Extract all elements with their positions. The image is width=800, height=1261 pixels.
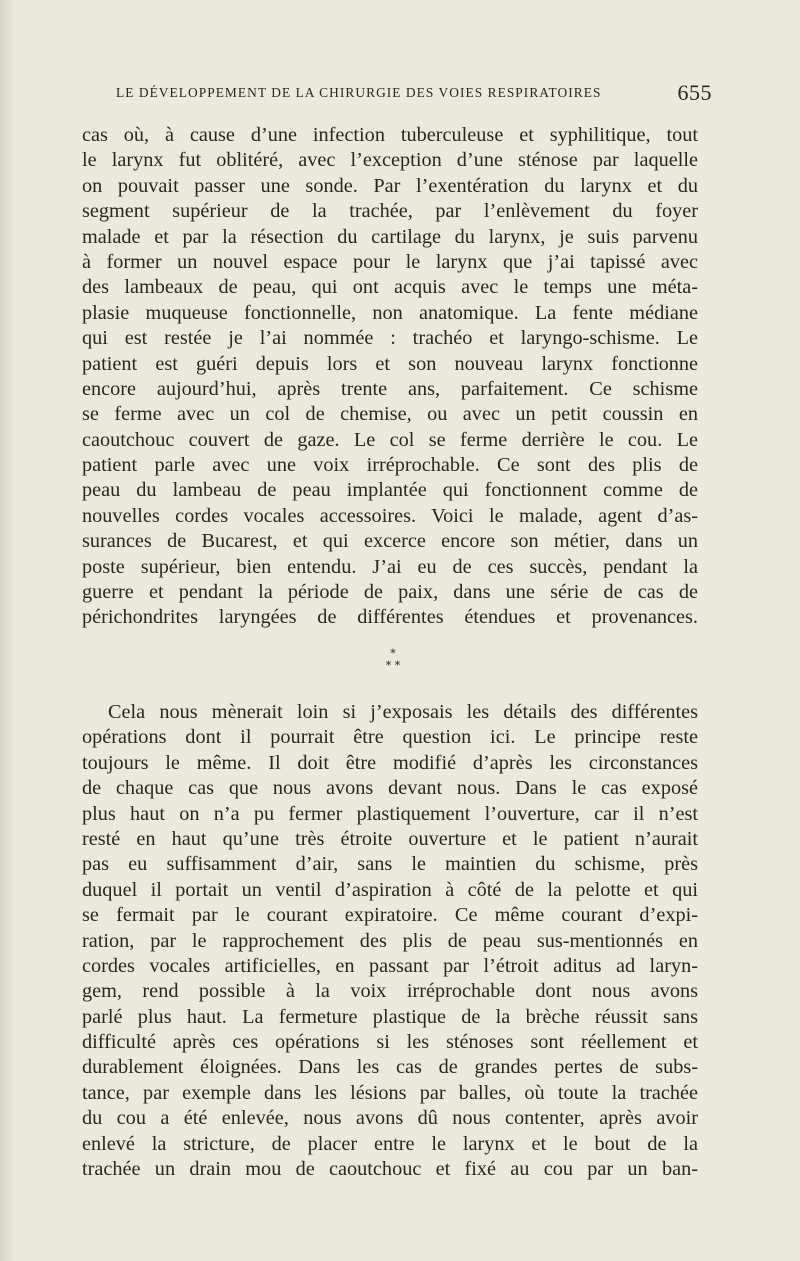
text-line: toujours le même. Il doit être modifié d’après les circonstances bbox=[82, 751, 698, 774]
text-line: cordes vocales artificielles, en passant par l’étroit aditus ad laryn- bbox=[82, 954, 698, 977]
text-line: le larynx fut oblitéré, avec l’exception d’une sténose par laquelle bbox=[82, 149, 698, 172]
text-line: on pouvait passer une sonde. Par l’exentération du larynx et du bbox=[82, 174, 698, 197]
separator-asterisk-bottom: * * bbox=[385, 659, 401, 672]
text-line: périchondrites laryngées de différentes étendues et provenances. bbox=[82, 606, 698, 629]
text-line: plasie muqueuse fonctionnelle, non anatomique. La fente médiane bbox=[82, 301, 698, 324]
text-line: poste supérieur, bien entendu. J’ai eu de ces succès, pendant la bbox=[82, 555, 698, 578]
text-line: du cou a été enlevée, nous avons dû nous contenter, après avoir bbox=[82, 1107, 698, 1130]
text-line: duquel il portait un ventil d’aspiration à côté de la pelotte et qui bbox=[82, 878, 698, 901]
text-line: enlevé la stricture, de placer entre le larynx et le bout de la bbox=[82, 1132, 698, 1155]
text-line: gem, rend possible à la voix irréprochable dont nous avons bbox=[82, 980, 698, 1003]
text-line: caoutchouc couvert de gaze. Le col se ferme derrière le cou. Le bbox=[82, 428, 698, 451]
text-line: nouvelles cordes vocales accessoires. Voici le malade, agent d’as- bbox=[82, 504, 698, 527]
text-line: se fermait par le courant expiratoire. Ce même courant d’expi- bbox=[82, 904, 698, 927]
text-line: tance, par exemple dans les lésions par balles, où toute la trachée bbox=[82, 1081, 698, 1104]
text-line: des lambeaux de peau, qui ont acquis avec le temps une méta- bbox=[82, 276, 698, 299]
text-line: qui est restée je l’ai nommée : trachéo et laryngo-schisme. Le bbox=[82, 327, 698, 350]
text-line: resté en haut qu’une très étroite ouverture et le patient n’aurait bbox=[82, 827, 698, 850]
page-header bbox=[116, 80, 712, 106]
text-line: surances de Bucarest, et qui excerce encore son métier, dans un bbox=[82, 530, 698, 553]
text-line: plus haut on n’a pu fermer plastiquement l’ouverture, car il n’est bbox=[82, 802, 698, 825]
running-head: LE DÉVELOPPEMENT DE LA CHIRURGIE DES VOIES RESPIRATOIRES bbox=[116, 85, 602, 100]
text-line: segment supérieur de la trachée, par l’enlèvement du foyer bbox=[82, 200, 698, 223]
text-line: durablement éloignées. Dans les cas de grandes pertes de subs- bbox=[82, 1056, 698, 1079]
text-line: parlé plus haut. La fermeture plastique de la brèche réussit sans bbox=[82, 1005, 698, 1028]
text-line: cas où, à cause d’une infection tuberculeuse et syphilitique, tout bbox=[82, 124, 698, 146]
text-line: difficulté après ces opérations si les sténoses sont réellement et bbox=[82, 1031, 698, 1054]
paragraph-1 bbox=[82, 123, 698, 631]
text-line: de chaque cas que nous avons devant nous. Dans le cas exposé bbox=[82, 777, 698, 800]
text-line: à former un nouvel espace pour le larynx que j’ai tapissé avec bbox=[82, 250, 698, 273]
separator-asterisk-top: * bbox=[390, 647, 396, 660]
text-line: se ferme avec un col de chemise, ou avec un petit coussin en bbox=[82, 403, 698, 426]
text-line: guerre et pendant la période de paix, dans une série de cas de bbox=[82, 581, 698, 604]
text-line: peau du lambeau de peau implantée qui fonctionnent comme de bbox=[82, 479, 698, 502]
text-line: encore aujourd’hui, après trente ans, parfaitement. Ce schisme bbox=[82, 377, 698, 400]
text-line: patient parle avec une voix irréprochable. Ce sont des plis de bbox=[82, 454, 698, 477]
text-line: patient est guéri depuis lors et son nouveau larynx fonctionne bbox=[82, 352, 698, 375]
text-line: opérations dont il pourrait être question ici. Le principe reste bbox=[82, 726, 698, 749]
text-line: pas eu suffisamment d’air, sans le maintien du schisme, près bbox=[82, 853, 698, 876]
text-line: ration, par le rapprochement des plis de peau sus-mentionnés en bbox=[82, 929, 698, 952]
paragraph-2 bbox=[82, 700, 698, 1182]
page-number: 655 bbox=[677, 80, 712, 105]
text-line: malade et par la résection du cartilage du larynx, je suis parvenu bbox=[82, 225, 698, 248]
text-line: trachée un drain mou de caoutchouc et fixé au cou par un ban- bbox=[82, 1158, 698, 1181]
section-separator bbox=[373, 648, 413, 678]
text-line: Cela nous mènerait loin si j’exposais les détails des différentes bbox=[108, 701, 698, 723]
